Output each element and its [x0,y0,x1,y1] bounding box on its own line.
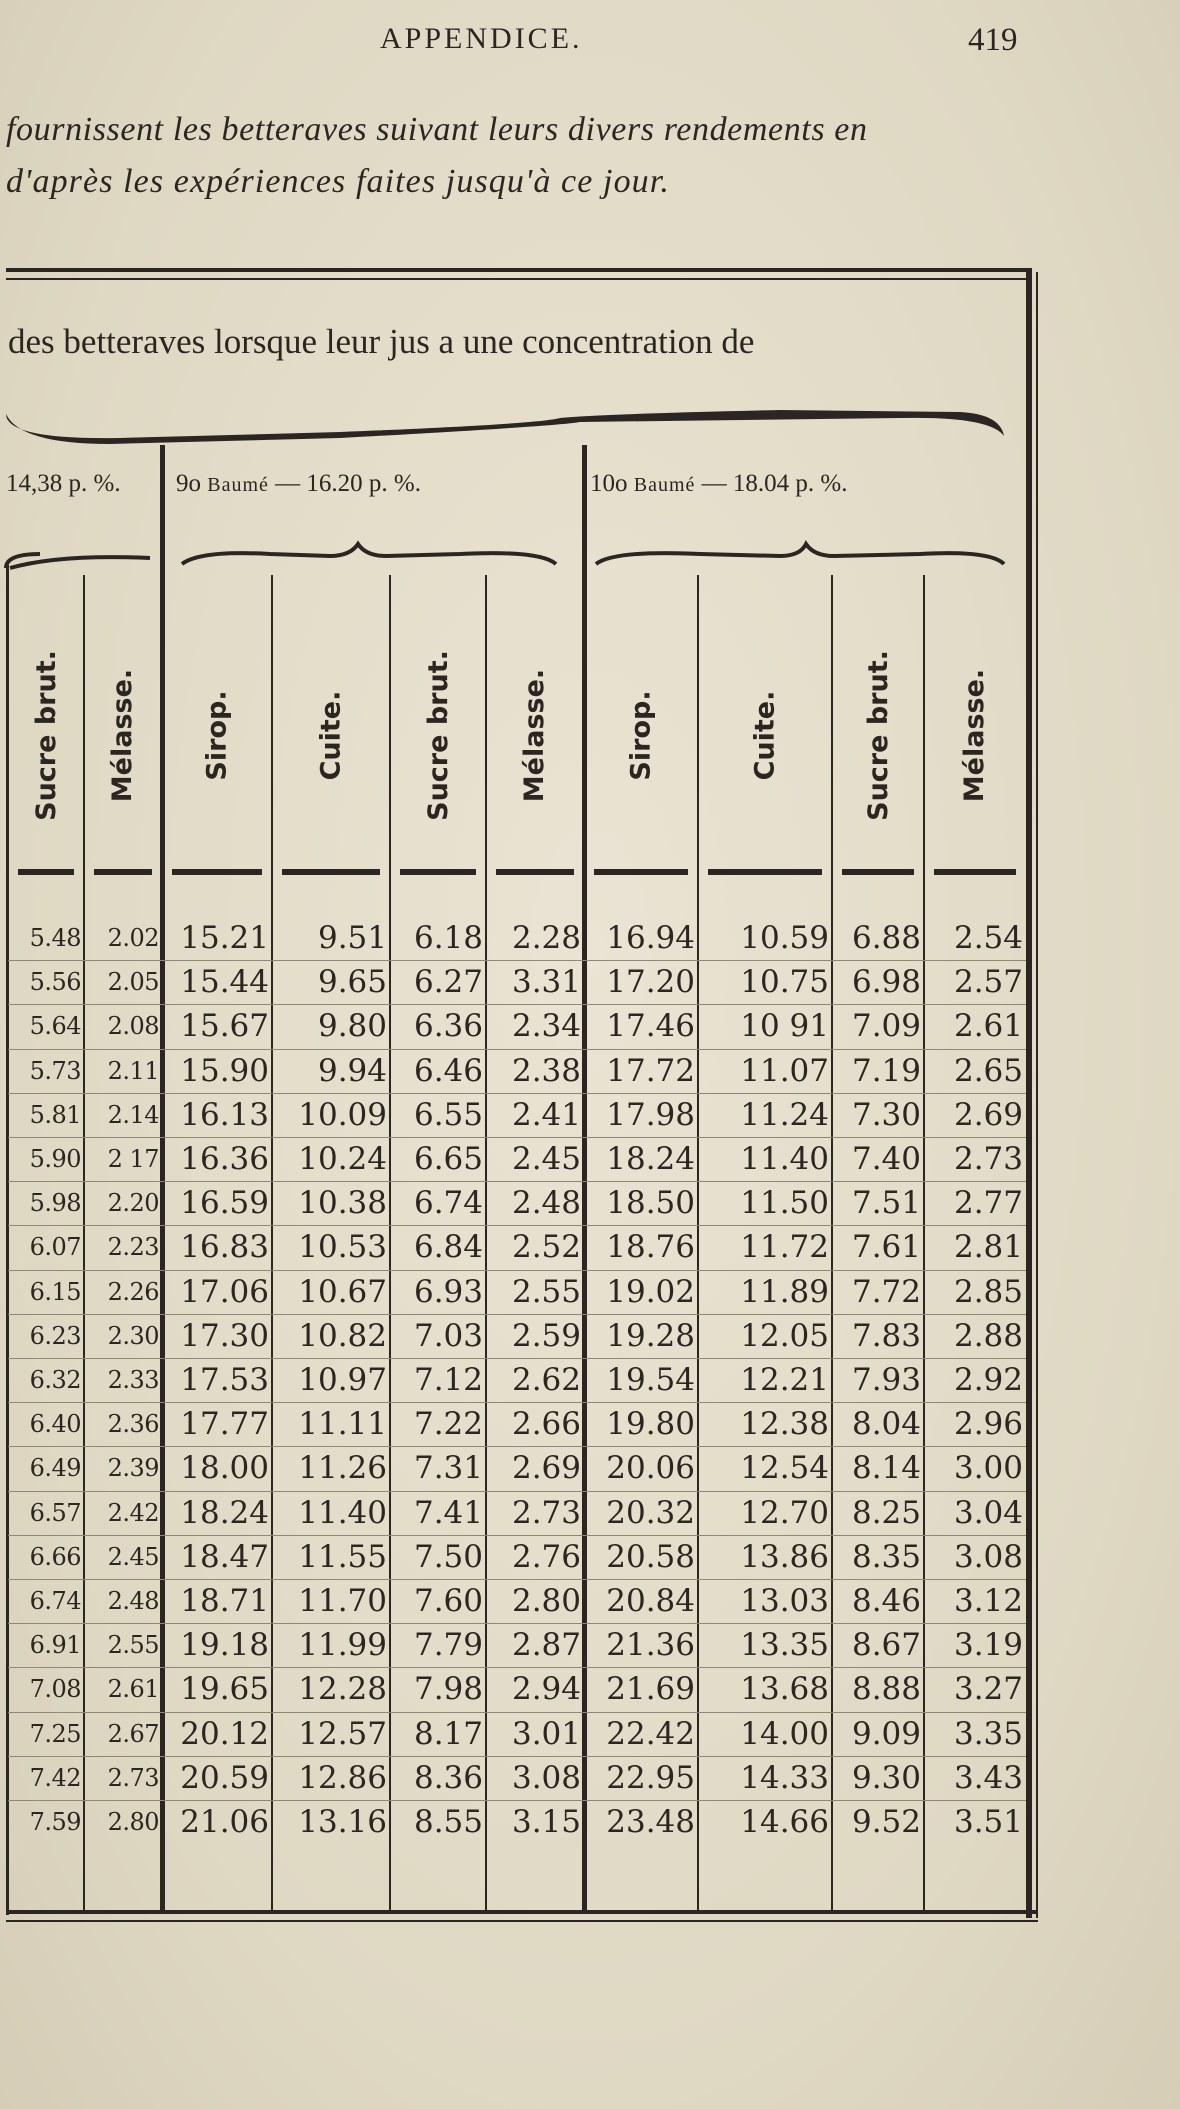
table-cell: 16.13 [180,1096,269,1133]
table-cell: 15.21 [180,920,269,956]
table-row [0,916,1040,960]
table-cell: 2.41 [511,1096,581,1133]
table-cell: 6.66 [29,1542,81,1571]
table-cell: 7.09 [851,1008,921,1045]
column-header: Cuite. [749,690,781,780]
table-row [0,1137,1040,1181]
table-cell: 16.59 [180,1185,269,1222]
table-cell: 5.81 [29,1100,81,1129]
table-cell: 2.57 [953,964,1023,1001]
table-cell: 2.38 [511,1052,581,1089]
table-cell: 18.76 [606,1229,695,1266]
table-cell: 18.47 [180,1538,269,1575]
table-cell: 10 91 [740,1008,829,1045]
column-header: Mélasse. [107,668,139,802]
table-row [0,1535,1040,1579]
table-cell: 7.60 [413,1583,483,1619]
table-cell: 2.54 [953,920,1023,956]
table-cell: 3.12 [953,1583,1023,1619]
table-row [0,1491,1040,1535]
table-cell: 12.54 [740,1450,829,1487]
table-cell: 6.84 [413,1229,483,1266]
table-cell: 2.69 [953,1096,1023,1133]
column-header-rule [496,869,574,875]
table-cell: 3.51 [953,1804,1023,1840]
table-cell: 8.67 [851,1627,921,1664]
column-header: Sirop. [201,689,233,781]
table-cell: 7.72 [851,1273,921,1310]
table-cell: 8.88 [851,1671,921,1708]
table-cell: 23.48 [606,1804,695,1840]
table-cell: 17.53 [180,1362,269,1398]
page-number: 419 [968,22,1018,58]
table-cell: 21.69 [606,1671,695,1708]
column-header: Sucre brut. [862,649,894,821]
table-cell: 3.15 [511,1804,581,1840]
table-cell: 6.98 [851,964,921,1001]
table-row [0,1623,1040,1667]
table-cell: 2.80 [107,1808,159,1836]
table-cell: 12.86 [298,1759,387,1796]
table-cell: 19.02 [606,1273,695,1310]
table-cell: 8.55 [413,1804,483,1840]
table-cell: 7.42 [29,1763,81,1792]
table-cell: 10.75 [740,964,829,1001]
table-cell: 2.23 [107,1233,159,1262]
table-cell: 2.55 [107,1631,159,1660]
table-cell: 7.51 [851,1185,921,1222]
column-header-rule [18,869,74,875]
intro-line-1: fournissent les betteraves suivant leurs divers rendements en [6,111,868,148]
table-cell: 10.09 [298,1096,387,1133]
table-row [0,1800,1040,1844]
table-header-caption: des betteraves lorsque leur jus a une concentration de [8,322,755,361]
table-cell: 10.53 [298,1229,387,1266]
table-cell: 13.68 [740,1671,829,1708]
table-cell: 2.73 [107,1763,159,1792]
table-cell: 8.35 [851,1538,921,1575]
table-cell: 17.72 [606,1052,695,1089]
table-cell: 12.70 [740,1494,829,1531]
table-cell: 3.31 [511,964,581,1001]
table-cell: 7.59 [29,1808,81,1836]
table-row [0,1667,1040,1711]
table-cell: 2.33 [107,1366,159,1394]
table-cell: 19.18 [180,1627,269,1664]
table-cell: 17.20 [606,964,695,1001]
table-cell: 17.46 [606,1008,695,1045]
table-cell: 2.88 [953,1317,1023,1354]
table-cell: 5.64 [29,1012,81,1041]
column-header-rule [708,869,822,875]
table-cell: 13.03 [740,1583,829,1619]
table-cell: 8.04 [851,1406,921,1443]
table-cell: 10.82 [298,1317,387,1354]
column-header-rule [842,869,914,875]
table-cell: 17.06 [180,1273,269,1310]
table-cell: 6.32 [29,1366,81,1394]
table-cell: 11.26 [298,1450,387,1487]
table-cell: 2.48 [107,1587,159,1615]
table-cell: 3.08 [953,1538,1023,1575]
column-header-rule [594,869,688,875]
table-row [0,1225,1040,1269]
table-cell: 8.36 [413,1759,483,1796]
table-row [0,1181,1040,1225]
table-cell: 12.05 [740,1317,829,1354]
table-cell: 11.55 [298,1538,387,1575]
table-cell: 2.76 [511,1538,581,1575]
table-cell: 11.70 [298,1583,387,1619]
table-cell: 2.80 [511,1583,581,1619]
table-cell: 2.61 [107,1675,159,1704]
table-cell: 2.45 [107,1542,159,1571]
table-cell: 6.15 [29,1277,81,1306]
table-row [0,1049,1040,1093]
running-head [0,22,1180,72]
intro-line-2: d'après les expériences faites jusqu'à ce jour. [6,163,670,200]
table-row [0,1402,1040,1446]
table-cell: 14.00 [740,1715,829,1752]
table-cell: 2.65 [953,1052,1023,1089]
table-cell: 2.87 [511,1627,581,1664]
table-cell: 15.67 [180,1008,269,1045]
table-cell: 2.08 [107,1012,159,1041]
table-cell: 7.12 [413,1362,483,1398]
table-cell: 20.58 [606,1538,695,1575]
table-cell: 19.80 [606,1406,695,1443]
table-cell: 11.50 [740,1185,829,1222]
table-cell: 11.72 [740,1229,829,1266]
table-cell: 18.24 [606,1141,695,1177]
table-row [0,1712,1040,1756]
table-cell: 18.24 [180,1494,269,1531]
table-cell: 2.69 [511,1450,581,1487]
table-cell: 8.14 [851,1450,921,1487]
table-cell: 9.52 [851,1804,921,1840]
column-header-rule [400,869,476,875]
table-cell: 3.19 [953,1627,1023,1664]
table-cell: 7.41 [413,1494,483,1531]
table-cell: 10.67 [298,1273,387,1310]
table-cell: 2.85 [953,1273,1023,1310]
table-cell: 6.23 [29,1321,81,1350]
table-cell: 13.35 [740,1627,829,1664]
table-row [0,1314,1040,1358]
table-cell: 2.73 [511,1494,581,1531]
table-cell: 2.77 [953,1185,1023,1222]
table-cell: 7.31 [413,1450,483,1487]
table-cell: 2.34 [511,1008,581,1045]
table-cell: 2.28 [511,920,581,956]
table-cell: 6.93 [413,1273,483,1310]
table-row [0,960,1040,1004]
table-cell: 16.94 [606,920,695,956]
table-cell: 2.05 [107,968,159,997]
table-cell: 7.08 [29,1675,81,1704]
table-cell: 6.74 [413,1185,483,1222]
table-cell: 12.21 [740,1362,829,1398]
table-cell: 3.27 [953,1671,1023,1708]
table-cell: 2.42 [107,1498,159,1527]
column-header-rule [94,869,152,875]
table-cell: 9.94 [317,1052,387,1089]
table-cell: 5.56 [29,968,81,997]
table-cell: 20.32 [606,1494,695,1531]
table-cell: 3.00 [953,1450,1023,1487]
table-cell: 12.57 [298,1715,387,1752]
table-cell: 12.38 [740,1406,829,1443]
column-header: Sucre brut. [422,649,454,821]
table-cell: 14.66 [740,1804,829,1840]
table-cell: 2.73 [953,1141,1023,1177]
table-cell: 7.03 [413,1317,483,1354]
table-cell: 6.40 [29,1410,81,1439]
table-cell: 2.59 [511,1317,581,1354]
table-top-rule [6,268,1028,272]
table-cell: 7.22 [413,1406,483,1443]
table-cell: 17.77 [180,1406,269,1443]
table-cell: 6.57 [29,1498,81,1527]
column-header: Sirop. [625,689,657,781]
table-cell: 6.27 [413,964,483,1001]
table-cell: 17.98 [606,1096,695,1133]
table-cell: 2.36 [107,1410,159,1439]
table-cell: 14.33 [740,1759,829,1796]
table-cell: 9.65 [317,964,387,1001]
table-cell: 11.99 [298,1627,387,1664]
table-top-rule-thin [6,278,1028,280]
table-row [0,1004,1040,1048]
table-cell: 3.35 [953,1715,1023,1752]
table-cell: 7.19 [851,1052,921,1089]
column-header-rule [172,869,262,875]
table-cell: 18.00 [180,1450,269,1487]
table-cell: 11.89 [740,1273,829,1310]
table-cell: 6.88 [851,920,921,956]
table-cell: 13.86 [740,1538,829,1575]
table-cell: 10.97 [298,1362,387,1398]
table-cell: 2.94 [511,1671,581,1708]
table-cell: 2.20 [107,1189,159,1218]
table-cell: 20.84 [606,1583,695,1619]
table-cell: 19.54 [606,1362,695,1398]
table-cell: 2.52 [511,1229,581,1266]
table-cell: 2.55 [511,1273,581,1310]
table-cell: 19.65 [180,1671,269,1708]
table-header-brace [0,392,1030,452]
table-cell: 6.36 [413,1008,483,1045]
group-label-14-38: 14,38 p. %. [6,470,121,497]
table-cell: 3.04 [953,1494,1023,1531]
table-cell: 2.45 [511,1141,581,1177]
column-header: Sucre brut. [30,649,62,821]
table-cell: 15.90 [180,1052,269,1089]
table-cell: 9.51 [317,920,387,956]
table-cell: 5.98 [29,1189,81,1218]
table-cell: 7.61 [851,1229,921,1266]
table-cell: 11.11 [298,1406,387,1443]
column-header-rule [934,869,1016,875]
table-cell: 7.25 [29,1719,81,1748]
table-cell: 6.46 [413,1052,483,1089]
table-cell: 9.30 [851,1759,921,1796]
table-row [0,1756,1040,1800]
table-cell: 6.55 [413,1096,483,1133]
group-braces [0,540,1030,576]
table-cell: 6.49 [29,1454,81,1483]
table-cell: 18.71 [180,1583,269,1619]
table-cell: 9.09 [851,1715,921,1752]
table-cell: 5.90 [29,1145,81,1173]
table-cell: 2.67 [107,1719,159,1748]
table-cell: 9.80 [317,1008,387,1045]
group-label-9-baume: 9o Baumé — 16.20 p. %. [176,470,421,497]
table-cell: 2.61 [953,1008,1023,1045]
table-cell: 2.81 [953,1229,1023,1266]
table-cell: 2.48 [511,1185,581,1222]
table-cell: 2 17 [107,1145,159,1173]
table-cell: 3.08 [511,1759,581,1796]
table-cell: 8.25 [851,1494,921,1531]
table-cell: 20.12 [180,1715,269,1752]
table-cell: 2.11 [107,1056,159,1085]
table-row [0,1270,1040,1314]
table-cell: 10.38 [298,1185,387,1222]
table-cell: 21.06 [180,1804,269,1840]
table-cell: 2.14 [107,1100,159,1129]
table-cell: 13.16 [298,1804,387,1840]
table-cell: 2.26 [107,1277,159,1306]
table-cell: 7.93 [851,1362,921,1398]
table-cell: 2.02 [107,924,159,952]
table-cell: 17.30 [180,1317,269,1354]
table-cell: 7.50 [413,1538,483,1575]
table-row [0,1446,1040,1490]
table-cell: 6.18 [413,920,483,956]
table-cell: 12.28 [298,1671,387,1708]
table-cell: 6.91 [29,1631,81,1660]
table-cell: 2.92 [953,1362,1023,1398]
table-cell: 16.36 [180,1141,269,1177]
table-cell: 7.40 [851,1141,921,1177]
table-cell: 2.62 [511,1362,581,1398]
intro-paragraph [6,104,1046,208]
running-head-title: APPENDICE. [380,22,583,55]
table-row [0,1579,1040,1623]
table-cell: 16.83 [180,1229,269,1266]
table-cell: 21.36 [606,1627,695,1664]
table-cell: 11.24 [740,1096,829,1133]
table-cell: 11.40 [298,1494,387,1531]
table-cell: 11.40 [740,1141,829,1177]
table-cell: 20.06 [606,1450,695,1487]
table-cell: 5.73 [29,1056,81,1085]
table-cell: 8.17 [413,1715,483,1752]
table-cell: 6.07 [29,1233,81,1262]
table-cell: 2.96 [953,1406,1023,1443]
table-cell: 18.50 [606,1185,695,1222]
table-cell: 2.39 [107,1454,159,1483]
table-cell: 7.98 [413,1671,483,1708]
table-bottom-rule-thin [6,1920,1038,1922]
table-cell: 7.83 [851,1317,921,1354]
table-cell: 3.01 [511,1715,581,1752]
group-label-10-baume: 10o Baumé — 18.04 p. %. [590,470,848,497]
table-cell: 3.43 [953,1759,1023,1796]
table-row [0,1358,1040,1402]
table-cell: 2.30 [107,1321,159,1350]
table-cell: 10.24 [298,1141,387,1177]
column-header: Cuite. [315,690,347,780]
table-cell: 6.65 [413,1141,483,1177]
table-cell: 7.30 [851,1096,921,1133]
table-cell: 22.95 [606,1759,695,1796]
table-cell: 7.79 [413,1627,483,1664]
table-cell: 6.74 [29,1587,81,1615]
column-header-rule [282,869,380,875]
table-row [0,1093,1040,1137]
column-header: Mélasse. [519,668,551,802]
table-cell: 2.66 [511,1406,581,1443]
table-cell: 20.59 [180,1759,269,1796]
table-cell: 11.07 [740,1052,829,1089]
column-header: Mélasse. [959,668,991,802]
table-cell: 22.42 [606,1715,695,1752]
table-cell: 15.44 [180,964,269,1001]
table-cell: 5.48 [29,924,81,952]
table-cell: 19.28 [606,1317,695,1354]
table-cell: 10.59 [740,920,829,956]
table-cell: 8.46 [851,1583,921,1619]
